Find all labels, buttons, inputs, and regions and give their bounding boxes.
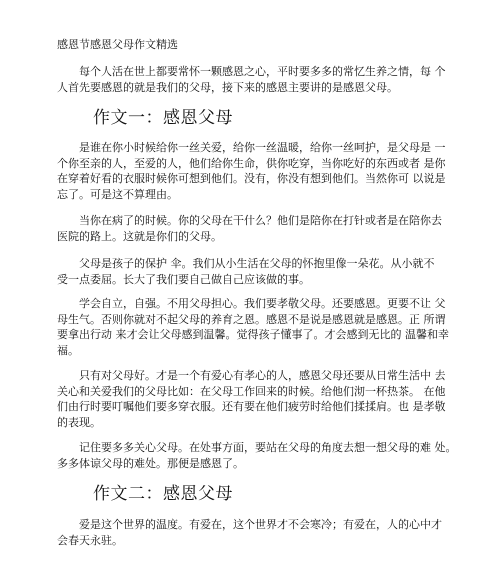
essay2-paragraph-1 [57, 517, 445, 548]
text-line: 医院的路上。这就是你们的父母。 [57, 229, 222, 243]
text-line: 个你至亲的人，至爱的人，他们给你生命，供你吃穿，当你吃好的东西或者 是你 [57, 156, 446, 170]
document-title: 感恩节感恩父母作文精选 [57, 38, 178, 51]
text-line: 关心和关爱我们的父母比如：在父母工作回来的时候。给他们沏一杯热茶。 在他 [57, 384, 446, 398]
text-line: 福。 [57, 343, 79, 357]
text-line: 会春天永驻。 [57, 533, 123, 547]
essay1-paragraph-4 [57, 296, 449, 358]
essay1-paragraph-5 [57, 368, 445, 430]
essay1-paragraph-6 [57, 440, 457, 471]
text-line: 当你在病了的时候。你的父母在干什么？他们是陪你在打针或者是在陪你去 [79, 214, 442, 227]
text-line: 学会自立，自强。不用父母担心。我们要孝敬父母。还要感恩。更要不让 父 [79, 297, 446, 310]
essay1-paragraph-1 [57, 140, 445, 202]
text-line: 在穿着好看的衣服时候你可想到他们。没有，你没有想到他们。当然你可 以说是 [57, 172, 446, 185]
text-line: 多多体谅父母的难处。那便是感恩了。 [57, 456, 244, 470]
text-line: 母生气。否则你就对不起父母的养育之恩。感恩不是说是感恩就是感恩。正 所谓 [57, 312, 446, 326]
text-line: 们由行时要叮嘱他们要多穿衣服。还有要在他们疲劳时给他们揉揉肩。也 是孝敬 [57, 400, 446, 413]
text-line: 是谁在你小时候给你一丝关爱，给你一丝温暖，给你一丝呵护，是父母是 一 [79, 141, 446, 154]
essay2-heading: 作文二：感恩父母 [93, 484, 233, 504]
text-line: 忘了。可是这不算理由。 [57, 187, 178, 201]
intro-paragraph [57, 64, 445, 95]
essay1-heading: 作文一：感恩父母 [93, 108, 233, 128]
text-line: 的表现。 [57, 415, 101, 429]
text-line: 人首先要感恩的就是我们的父母，接下来的感恩主要讲的是感恩父母。 [57, 80, 398, 94]
text-line: 父母是孩子的保护 伞。我们从小生活在父母的怀抱里像一朵花。从小就不 [79, 257, 435, 270]
text-line: 受一点委屈。长大了我们要自己做自己应该做的事。 [57, 272, 310, 286]
essay1-paragraph-2 [57, 213, 445, 244]
essay1-paragraph-3 [57, 256, 445, 287]
text-line: 只有对父母好。才是一个有爱心有孝心的人，感恩父母还要从日常生活中 去 [79, 369, 446, 382]
text-line: 记住要多多关心父母。在处事方面，要站在父母的角度去想一想父母的难 处。 [79, 441, 457, 454]
text-line: 爱是这个世界的温度。有爱在，这个世界才不会寒冷；有爱在，人的心中才 [79, 518, 442, 531]
text-line: 每个人活在世上都要常怀一颗感恩之心，平时要多多的常忆生养之情，每 个 [79, 65, 446, 78]
text-line: 要拿出行动 来才会让父母感到温馨。觉得孩子懂事了。才会感到无比的 温馨和幸 [57, 328, 449, 341]
